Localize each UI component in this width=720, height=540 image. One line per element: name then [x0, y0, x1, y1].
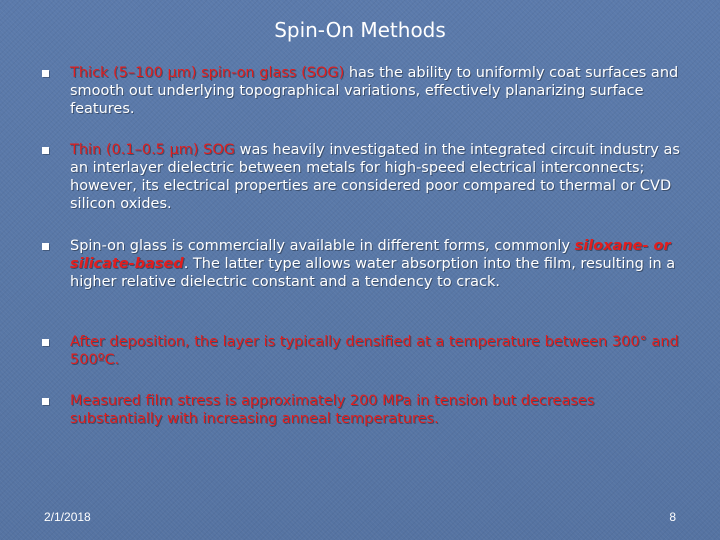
bullet-text-2	[70, 141, 680, 213]
bullet-1-body: has the ability to uniformly coat surfaces and smooth out underlying topographical variations, effectively planarizing surface features.	[70, 65, 679, 117]
bullet-3-intro: Spin-on glass is commercially available in different forms, commonly	[70, 238, 575, 254]
square-bullet-icon	[42, 398, 49, 405]
page-number: 8	[669, 510, 676, 524]
footer-date: 2/1/2018	[44, 510, 91, 524]
bullet-1-highlight: Thick (5–100 µm) spin-on glass (SOG)	[70, 65, 345, 81]
bullet-2-highlight: Thin (0.1–0.5 µm) SOG	[70, 142, 235, 158]
slide-title: Spin-On Methods	[274, 18, 446, 42]
bullet-3-highlight: siloxane- or silicate-based	[70, 238, 671, 272]
square-bullet-icon	[42, 147, 49, 154]
bullet-3-body: . The latter type allows water absorption into the film, resulting in a higher relative dielectric constant and a tendency to crack.	[70, 256, 676, 290]
bullet-text-4	[70, 333, 680, 369]
bullet-2-body: was heavily investigated in the integrated circuit industry as an interlayer dielectric between metals for high-speed electrical interconnects; however, its electrical properties are considered poor compared to thermal or CVD silicon oxides.	[70, 142, 680, 212]
bullet-4-highlight: After deposition, the layer is typically densified at a temperature between 300° and 500ºC.	[70, 334, 679, 368]
bullet-text-1	[70, 64, 680, 118]
bullet-text-3	[70, 237, 680, 291]
bullet-text-5	[70, 392, 680, 428]
bullet-5-highlight: Measured film stress is approximately 200 MPa in tension but decreases substantially with increasing anneal temperatures.	[70, 393, 595, 427]
square-bullet-icon	[42, 70, 49, 77]
square-bullet-icon	[42, 243, 49, 250]
square-bullet-icon	[42, 339, 49, 346]
